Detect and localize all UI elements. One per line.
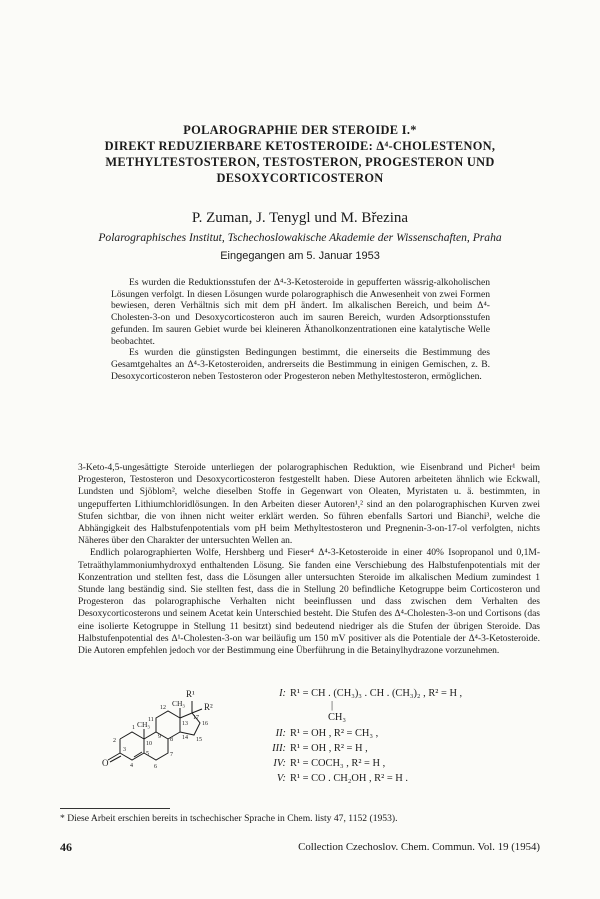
formula-text: R¹ = OH , R² = H , <box>290 743 368 754</box>
position-label: 8 <box>170 737 173 743</box>
position-label: 13 <box>182 721 188 727</box>
formula-text: R¹ = COCH₃ , R² = H , <box>290 758 386 769</box>
authors: P. Zuman, J. Tenygl und M. Březina <box>191 210 409 226</box>
position-label: 5 <box>146 751 149 757</box>
position-label: 10 <box>146 741 152 747</box>
formula-text: R¹ = CO . CH₂OH , R² = H . <box>290 773 408 784</box>
ch3-label-10: CH₃ <box>137 720 151 729</box>
journal-citation: Collection Czechoslov. Chem. Commun. Vol. 19 (1954) <box>298 841 540 853</box>
position-label: 15 <box>196 737 202 743</box>
title-line: DESOXYCORTICOSTERON <box>216 171 384 185</box>
position-label: 7 <box>170 752 173 758</box>
position-label: 4 <box>130 763 133 769</box>
oxygen-label: O <box>102 758 109 768</box>
formula-row <box>252 688 462 699</box>
institute: Polarographisches Institut, Tschechoslowakische Akademie der Wissenschaften, Praha <box>98 231 502 244</box>
position-label: 9 <box>158 734 161 740</box>
position-label: 14 <box>182 735 188 741</box>
title-line: DIREKT REDUZIERBARE KETOSTEROIDE: Δ⁴-CHOLESTENON, <box>104 139 496 153</box>
carbonyl-bond-double <box>110 756 121 762</box>
formula-row <box>252 743 368 754</box>
formula-row <box>328 712 346 723</box>
article-title <box>60 122 540 186</box>
formula-label: I: <box>279 688 286 699</box>
abstract-paragraph: Es wurden die Reduktionsstufen der Δ⁴-3-Ketosteroide in gepufferten wässrig-alkoholischen Lösungen verfolgt. In diesen Lösungen wurde polarographisch die Anwesenheit von zwei Formen bewiesen, deren Verhältnis sich mit dem pH ändert. Im alkalischen Bereich, und beim Δ⁴-Cholesten-3-on und Desoxycorticosteron auch im sauren Bereich, wurden Adsorptionsstufen gefunden. Im sauren Gebiet wurde bei kleineren Äthanolkonzentrationen eine katalytische Welle beobachtet. <box>111 277 490 347</box>
r1-label: R¹ <box>186 689 195 699</box>
formula-text: R¹ = OH , R² = CH₃ , <box>290 728 379 739</box>
page-number: 46 <box>60 840 72 854</box>
position-label: 1 <box>132 725 135 731</box>
position-label: 6 <box>154 764 157 770</box>
steroid-structure-diagram <box>80 683 260 793</box>
title-line: METHYLTESTOSTERON, TESTOSTERON, PROGESTERON UND <box>105 155 495 169</box>
formula-row <box>331 700 333 711</box>
formula-text: R¹ = CH . (CH₃)₃ . CH . (CH₃)₂ , R² = H , <box>290 688 463 699</box>
position-label: 11 <box>148 717 154 723</box>
r2-bond <box>192 709 202 713</box>
body-paragraph: Endlich polarographierten Wolfe, Hershberg und Fieser⁴ Δ⁴-3-Ketosteroide in einer 40% Isopropanol und 0,1M-Tetraäthylammoniumhydroxyd enthaltenden Lösung. Sie fanden eine Verschiebung des Halbstufenpotentials mit der Konzentration und stellten fest, dass die Lösungen aller untersuchten Steroide im alkalischen Medium zumindest 1 Stunde lang beständig sind. Sie stellten fest, dass die in Stellung 20 befindliche Ketogruppe beim Corticosteron und Progesteron das polarographische Verhalten nicht beeinflussen und dass zwischen dem Verhalten des Desoxycorticosterons und seinem Acetat kein Unterschied besteht. Die Stufen des Δ⁴-Cholesten-3-on und Cortisons (das eine isolierte Ketogruppe in Stellung 11 besitzt) sind bedeutend niedriger als die Stufen der übrigen Steroide. Das Halbstufenpotential des Δ¹-Cholesten-3-on war beiläufig um 150 mV positiver als die Potentiale der Δ⁴-3-Ketosteroide. Die Autoren empfehlen jedoch vor der Bestimmung eine Überführung in die Betainylhydrazone vorzunehmen. <box>78 548 540 657</box>
footnote-divider <box>60 808 170 809</box>
ch3-label-13: CH₃ <box>172 699 186 708</box>
ring-a <box>120 732 144 760</box>
r2-label: R² <box>204 702 213 712</box>
received-date: Eingegangen am 5. Januar 1953 <box>220 250 380 262</box>
footnote: * Diese Arbeit erschien bereits in tschechischer Sprache in Chem. listy 47, 1152 (1953). <box>60 813 398 824</box>
body-text <box>78 462 540 657</box>
formula-row <box>252 758 385 769</box>
body-paragraph: 3-Keto-4,5-ungesättigte Steroide unterliegen der polarographischen Reduktion, wie Eisenbrand und Picher¹ beim Progesteron, Testosteron und Desoxycorticosteron festgestellt haben. Diese Autoren arbeiteten ähnlich wie Eckwall, Lundsten und Sjöblom², welche dieselben Stoffe in Gegenwart von Oleaten, Myristaten u. ä. bestimmten, in ungepufferten Lithiumchloridlösungen. In den Arbeiten dieser Autoren¹,² sind an den polarographischen Kurven zwei Stufen sichtbar, die von ihnen nicht weiter erklärt werden. So führen ebenfalls Sartori und Bianchi³, welche die Abhängigkeit des Halbstufenpotentials vom pH beim Methyltestosteron und Pregnenin-3-on-17-ol verfolgten, nichts Näheres über den Charakter der untersuchten Wellen an. <box>78 463 540 547</box>
formula-label: V: <box>276 773 286 784</box>
formula-row <box>252 773 408 784</box>
position-label: 2 <box>113 738 116 744</box>
formula-text: | <box>331 700 334 711</box>
formula-row <box>252 728 378 739</box>
carbonyl-bond <box>108 753 120 760</box>
position-label: 3 <box>123 747 126 753</box>
abstract <box>111 277 490 382</box>
abstract-paragraph: Es wurden die günstigsten Bedingungen bestimmt, die einerseits die Bestimmung des Gesamtgehaltes an Δ⁴-3-Ketosteroiden, andrerseits die Bestimmung in einigen Gemischen, z. B. Desoxycorticosteron neben Testosteron oder Progesteron neben Methyltestosteron, ermöglichen. <box>111 347 490 382</box>
formula-label: III: <box>272 743 286 754</box>
position-label: 17 <box>193 715 199 721</box>
title-line: POLAROGRAPHIE DER STEROIDE I.* <box>183 123 417 137</box>
position-label: 16 <box>202 721 208 727</box>
position-label: 12 <box>160 705 166 711</box>
formula-text: CH₃ <box>328 712 347 723</box>
formula-label: IV: <box>273 758 286 769</box>
formula-label: II: <box>275 728 286 739</box>
